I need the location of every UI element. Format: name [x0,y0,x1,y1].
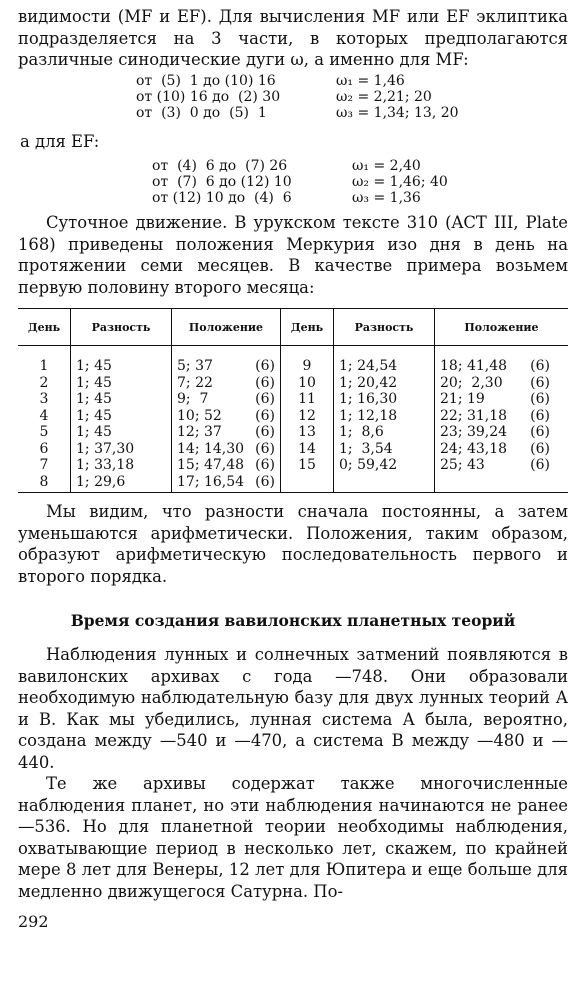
cell-difference: 1; 45 [71,408,172,425]
header-day: День [281,309,334,346]
cell-position: 25; 43 (6) [435,457,569,474]
table-row [18,358,568,375]
cell-position: 12; 37 (6) [172,424,281,441]
cell-position: 9; 7 (6) [172,391,281,408]
header-difference: Разность [71,309,172,346]
arc-row: от (7) 6 до (12) 10 ω₂ = 1,46; 40 [152,174,448,190]
cell-position: 18; 41,48 (6) [435,358,569,375]
cell-day: 7 [39,457,49,473]
cell-position: 24; 43,18 (6) [435,441,569,458]
arcs-ef [18,158,568,206]
label-ef: а для EF: [20,131,100,151]
paragraph-intro: видимости (MF и EF). Для вычисления MF или EF эклиптика подразделяется на 3 части, в которых предполагаются различные синодические дуги ω, а именно для MF: [18,7,568,69]
paragraph-conclusion: Мы видим, что разности сначала постоянны, а затем уменьшаются арифметически. Положения, таким образом, образуют арифметическую последовательность первого и второго порядка. [18,502,568,586]
cell-difference: 1; 45 [71,424,172,441]
table-row [18,441,568,458]
header-difference: Разность [334,309,435,346]
cell-difference: 1; 8,6 [334,424,435,441]
arc-row: от (10) 16 до (2) 30 ω₂ = 2,21; 20 [136,88,432,105]
cell-difference: 1; 20,42 [334,375,435,392]
cell-difference: 1; 16,30 [334,391,435,408]
cell-day: 6 [39,440,49,457]
paragraph-daily-motion: Суточное движение. В урукском тексте 310 (ACT III, Plate 168) приведены положения Меркурия изо дня в день на протяжении семи месяцев. В качестве примера возьмем первую половину второго месяца: [18,213,568,297]
arc-row: от (5) 1 до (10) 16 ω₁ = 1,46 [136,72,405,89]
cell-day: 3 [39,391,49,407]
cell-position: 5; 37 (6) [172,358,281,375]
paragraph-eclipses: Наблюдения лунных и солнечных затмений появляются в вавилонских архивах с года —748. Они образовали необходимую наблюдательную базу для двух лунных теорий А и В. Как мы убедились, лунная система А была, вероятно, создана между —540 и —470, а система В между —480 и —440. [18,645,568,772]
header-day: День [18,309,71,346]
cell-day: 15 [281,457,334,474]
cell-day: 1 [39,358,49,374]
table-row [18,391,568,408]
page [18,6,568,931]
cell-day: 13 [281,424,334,441]
cell-difference: 0; 59,42 [334,457,435,474]
paragraph-planets: Те же архивы содержат также многочисленные наблюдения планет, но эти наблюдения начинаются не ранее —536. Но для планетной теории необходимы наблюдения, охватывающие период в несколько лет, скажем, по крайней мере 8 лет для Венеры, 12 лет для Юпитера и еще больше для медленно движущегося Сатурна. По- [18,774,568,901]
cell-position: 7; 22 (6) [172,375,281,392]
table-row [18,457,568,474]
cell-difference: 1; 45 [71,358,172,375]
mercury-positions-table [18,308,568,493]
cell-day: 14 [281,441,334,458]
page-number: 292 [18,912,49,931]
cell-position [435,474,569,493]
cell-difference: 1; 45 [71,391,172,408]
cell-difference: 1; 3,54 [334,441,435,458]
cell-difference: 1; 29,6 [71,474,172,493]
table-header-row [18,309,568,346]
table-row [18,474,568,493]
cell-position: 21; 19 (6) [435,391,569,408]
cell-difference [334,474,435,493]
cell-day: 8 [18,474,71,493]
header-position: Положение [172,309,281,346]
cell-day: 4 [39,407,49,424]
arc-row: от (12) 10 до (4) 6 ω₃ = 1,36 [152,190,421,206]
cell-difference: 1; 45 [71,375,172,392]
cell-day: 9 [281,358,334,375]
cell-position: 10; 52 (6) [172,408,281,425]
cell-position: 20; 2,30 (6) [435,375,569,392]
cell-day: 5 [39,424,49,440]
table-row [18,424,568,441]
arcs-mf [18,73,568,121]
arc-row: от (3) 0 до (5) 1 ω₃ = 1,34; 13, 20 [136,104,459,121]
cell-day: 11 [281,391,334,408]
cell-day: 10 [281,375,334,392]
cell-position: 23; 39,24 (6) [435,424,569,441]
cell-position: 22; 31,18 (6) [435,408,569,425]
table-row [18,408,568,425]
cell-day [281,474,334,493]
cell-day: 12 [281,408,334,425]
arc-row: от (4) 6 до (7) 26 ω₁ = 2,40 [152,158,421,174]
cell-position: 17; 16,54 (6) [172,474,281,493]
cell-difference: 1; 37,30 [71,441,172,458]
cell-difference: 1; 24,54 [334,358,435,375]
cell-difference: 1; 33,18 [71,457,172,474]
cell-day: 2 [39,374,49,391]
cell-position: 14; 14,30 (6) [172,441,281,458]
cell-position: 15; 47,48 (6) [172,457,281,474]
cell-difference: 1; 12,18 [334,408,435,425]
table-spacer [18,346,568,359]
table-row [18,375,568,392]
section-heading: Время создания вавилонских планетных теорий [70,611,516,630]
header-position: Положение [435,309,569,346]
